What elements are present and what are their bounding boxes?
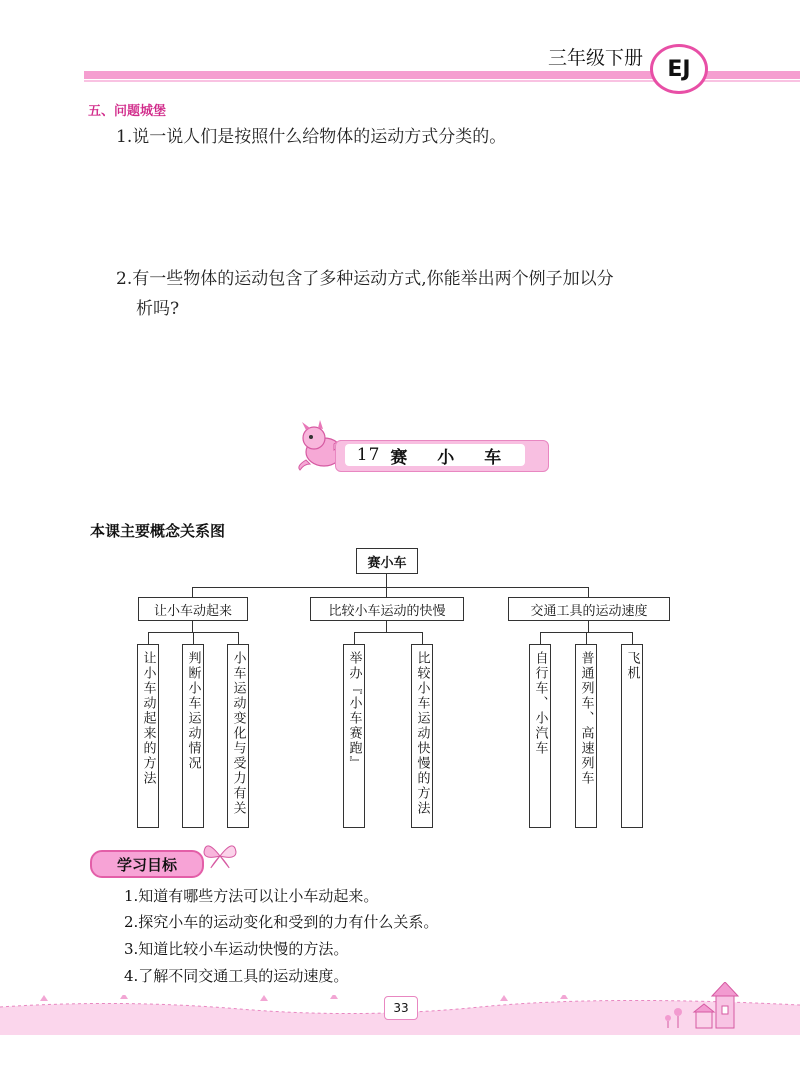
branch-2: 比较小车运动的快慢 [310,597,464,621]
leaf-1-2-label: 判断小车运动情况 [185,651,201,771]
question-1: 1.说一说人们是按照什么给物体的运动方式分类的。 [116,127,507,147]
question-2-line-1: 2.有一些物体的运动包含了多种运动方式,你能举出两个例子加以分 [116,269,614,289]
leaf-2-2 [411,644,433,828]
branch-3: 交通工具的运动速度 [508,597,670,621]
leaf-2-1 [343,644,365,828]
goal-2: 2.探究小车的运动变化和受到的力有什么关系。 [124,913,439,931]
connector [148,632,149,644]
goals-tag: 学习目标 [90,850,204,878]
section-heading: 五、问题城堡 [88,104,167,119]
goal-1: 1.知道有哪些方法可以让小车动起来。 [124,887,379,905]
connector [540,632,541,644]
connector [354,632,422,633]
goal-3: 3.知道比较小车运动快慢的方法。 [124,940,349,958]
connector [422,632,423,644]
map-root: 赛小车 [356,548,418,574]
leaf-1-3 [227,644,249,828]
lesson-number: 17 [356,445,381,465]
connector [386,587,387,597]
leaf-3-3-label: 飞机 [624,651,640,681]
question-2-line-2: 析吗? [136,299,180,319]
connector [588,620,589,632]
leaf-1-1-label: 让小车动起来的方法 [140,651,156,786]
concept-map-heading: 本课主要概念关系图 [90,522,226,540]
leaf-3-2-label: 普通列车、高速列车 [578,651,594,786]
connector [386,573,387,587]
connector [238,632,239,644]
leaf-1-3-label: 小车运动变化与受力有关 [230,651,246,816]
leaf-1-2 [182,644,204,828]
leaf-1-1 [137,644,159,828]
edition-badge: EJ [650,44,708,94]
lesson-name: 赛 小 车 [390,447,514,468]
connector [354,632,355,644]
connector [588,587,589,597]
leaf-2-2-label: 比较小车运动快慢的方法 [414,651,430,816]
connector [192,587,193,597]
leaf-3-2 [575,644,597,828]
goal-4: 4.了解不同交通工具的运动速度。 [124,967,349,985]
leaf-3-1 [529,644,551,828]
question-2 [116,264,614,324]
grade-label: 三年级下册 [548,47,644,69]
butterfly-icon [200,838,240,874]
connector [586,632,587,644]
connector [386,620,387,632]
connector [632,632,633,644]
leaf-3-3 [621,644,643,828]
leaf-2-1-label: 举办『小车赛跑』 [346,651,362,771]
lesson-title [345,444,525,466]
page-number: 33 [384,996,418,1020]
branch-1: 让小车动起来 [138,597,248,621]
leaf-3-1-label: 自行车、小汽车 [532,651,548,756]
connector [192,587,588,588]
connector [192,620,193,632]
connector [193,632,194,644]
castle-icon [660,982,750,1030]
